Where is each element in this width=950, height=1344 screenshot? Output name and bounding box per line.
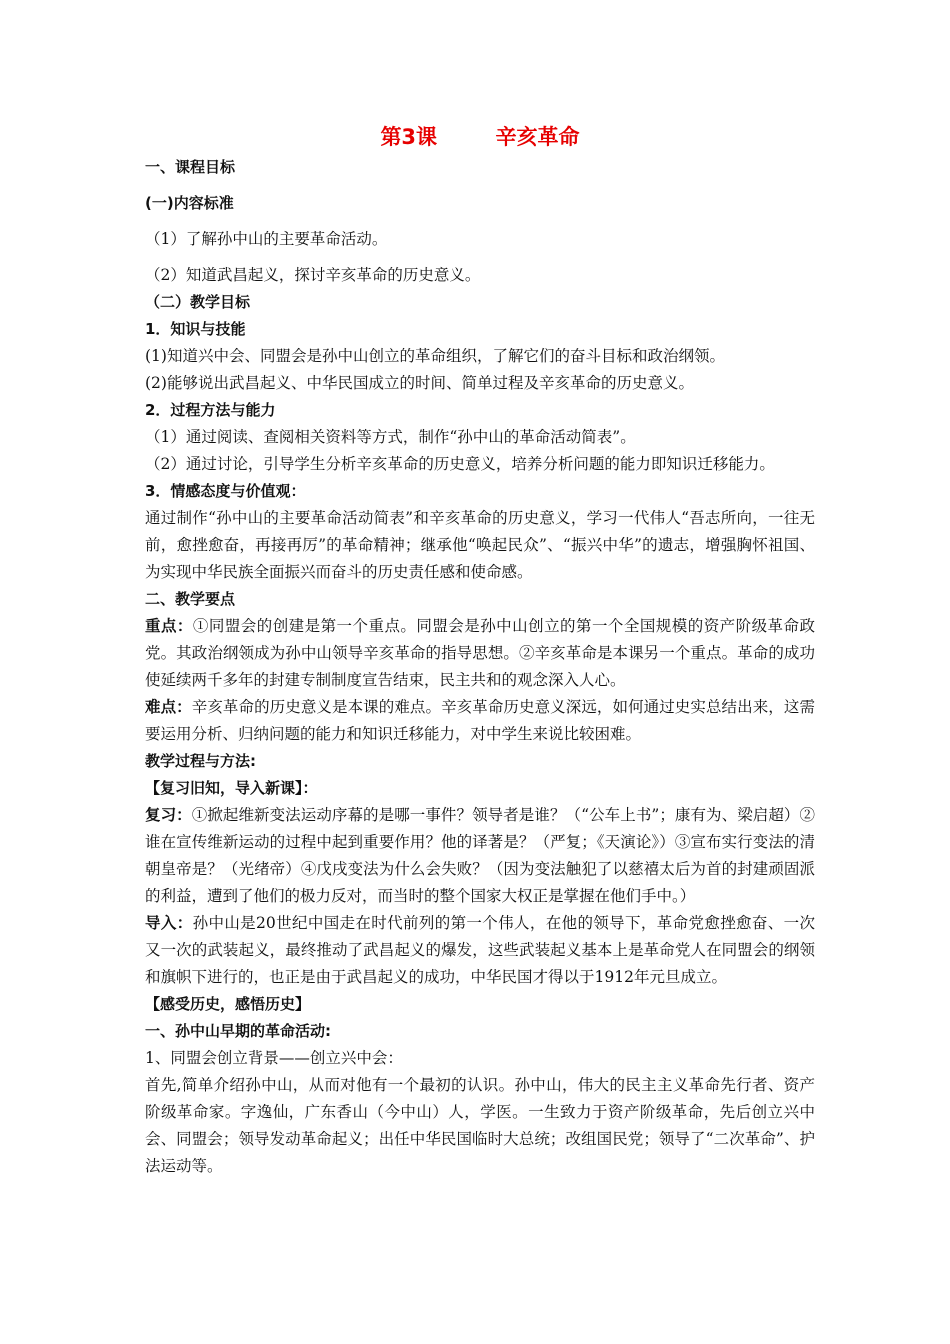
document-body <box>145 122 815 1180</box>
review-label: 复习： <box>145 806 192 824</box>
intro-paragraph <box>145 910 815 991</box>
intro-text: 孙中山是20世纪中国走在时代前列的第一个伟人，在他的领导下，革命党愈挫愈奋、一次又一次的武装起义，最终推动了武昌起义的爆发，这些武装起义基本上是革命党人在同盟会的纲领和旗帜下进行的，也正是由于武昌起义的成功，中华民国才得以于1912年元旦成立。 <box>145 914 815 986</box>
subheading: 2．过程方法与能力 <box>145 401 276 419</box>
difficulty-label: 难点： <box>145 698 192 716</box>
background-line: 1、同盟会创立背景——创立兴中会： <box>145 1049 403 1067</box>
list-item: （2）知道武昌起义，探讨辛亥革命的历史意义。 <box>145 266 481 284</box>
intro-label: 导入： <box>145 914 193 932</box>
subheading: 3．情感态度与价值观： <box>145 482 306 500</box>
values-paragraph: 通过制作“孙中山的主要革命活动简表”和辛亥革命的历史意义，学习一代伟人“吾志所向，一往无前，愈挫愈奋，再接再厉”的革命精神；继承他“唤起民众”、“振兴中华”的遗志，增强胸怀祖国、为实现中华民族全面振兴而奋斗的历史责任感和使命感。 <box>145 509 815 581</box>
list-item: (1)知道兴中会、同盟会是孙中山创立的革命组织，了解它们的奋斗目标和政治纲领。 <box>145 347 725 365</box>
section-heading: 二、教学要点 <box>145 590 236 608</box>
key-text: ①同盟会的创建是第一个重点。同盟会是孙中山创立的第一个全国规模的资产阶级革命政党。其政治纲领成为孙中山领导辛亥革命的指导思想。②辛亥革命是本课另一个重点。革命的成功使延续两千多年的封建专制制度宣告结束，民主共和的观念深入人心。 <box>145 617 815 689</box>
key-points-paragraph <box>145 613 815 694</box>
subsection-heading: （二）教学目标 <box>145 293 251 311</box>
difficulty-paragraph <box>145 694 815 748</box>
list-item: （2）通过讨论，引导学生分析辛亥革命的历史意义，培养分析问题的能力即知识迁移能力。 <box>145 455 775 473</box>
review-heading: 【复习旧知，导入新课】： <box>145 779 318 797</box>
subsection-heading: (一)内容标准 <box>145 194 234 212</box>
difficulty-text: 辛亥革命的历史意义是本课的难点。辛亥革命历史意义深远，如何通过史实总结出来，这需要运用分析、归纳问题的能力和知识迁移能力，对中学生来说比较困难。 <box>145 698 815 743</box>
sun-intro-paragraph: 首先,简单介绍孙中山，从而对他有一个最初的认识。孙中山，伟大的民主主义革命先行者、资产阶级革命家。字逸仙，广东香山（今中山）人，学医。一生致力于资产阶级革命，先后创立兴中会、同盟会；领导发动革命起义；出任中华民国临时大总统；改组国民党；领导了“二次革命”、护法运动等。 <box>145 1076 815 1175</box>
section-heading: 一、课程目标 <box>145 158 236 176</box>
page-title: 第3课 辛亥革命 <box>380 125 580 149</box>
process-heading: 教学过程与方法: <box>145 752 256 770</box>
review-text: ①掀起维新变法运动序幕的是哪一事件？领导者是谁？（“公车上书”；康有为、梁启超）②谁在宣传维新运动的过程中起到重要作用？他的译著是？（严复；《天演论》）③宣布实行变法的清朝皇帝是？（光绪帝）④戊戌变法为什么会失败？（因为变法触犯了以慈禧太后为首的封建顽固派的利益，遭到了他们的极力反对，而当时的整个国家大权正是掌握在他们手中。） <box>145 806 815 905</box>
feel-heading: 【感受历史，感悟历史】 <box>145 995 311 1013</box>
key-label: 重点： <box>145 617 193 635</box>
early-activities-heading: 一、孙中山早期的革命活动: <box>145 1022 331 1040</box>
list-item: （1）了解孙中山的主要革命活动。 <box>145 230 388 248</box>
list-item: （1）通过阅读、查阅相关资料等方式，制作“孙中山的革命活动简表”。 <box>145 428 636 446</box>
list-item: (2)能够说出武昌起义、中华民国成立的时间、简单过程及辛亥革命的历史意义。 <box>145 374 694 392</box>
subheading: 1．知识与技能 <box>145 320 246 338</box>
review-paragraph <box>145 802 815 910</box>
